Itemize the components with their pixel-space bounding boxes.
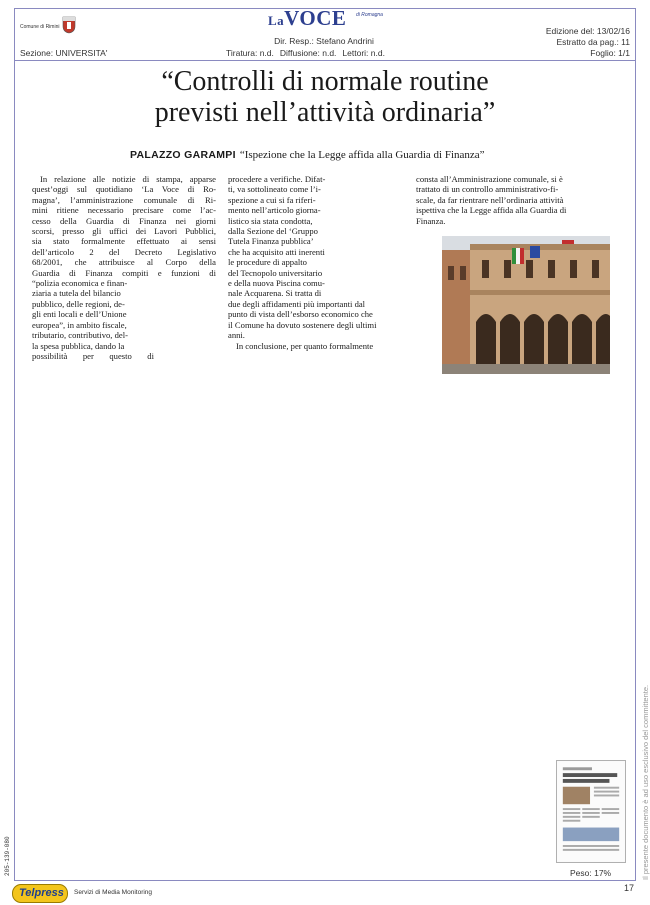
- article-headline: “Controlli di normale routine previsti nell’attività ordinaria”: [154, 66, 496, 128]
- header-divider: [14, 60, 636, 61]
- page-thumbnail: [556, 760, 626, 863]
- tiratura: Tiratura: n.d.: [226, 48, 274, 58]
- masthead-sub: di Romagna: [356, 12, 383, 18]
- usage-notice: Il presente documento è ad uso esclusivo del committente.: [641, 684, 650, 880]
- sezione-label: Sezione: UNIVERSITA': [20, 48, 108, 58]
- weight-label: Peso: 17%: [570, 868, 612, 878]
- diffusione: Diffusione: n.d.: [279, 48, 337, 58]
- page-extract: Estratto da pag.: 11: [556, 37, 630, 47]
- edition-info: [546, 26, 630, 59]
- article-kicker-row: [130, 145, 485, 163]
- page-number: 17: [624, 883, 635, 893]
- circulation-info: [226, 48, 391, 58]
- telpress-logo: Telpress: [12, 884, 68, 903]
- kicker: PALAZZO GARAMPI: [130, 149, 236, 161]
- document-code: 205-139-080: [4, 836, 11, 876]
- comune-label: Comune di Rimini: [20, 24, 60, 30]
- masthead-logo: LaVOCE: [268, 6, 347, 30]
- article-column-1: In relazione alle notizie di stampa, apparse quest’oggi sul quotidiano ‘La Voce di Ro- magna’, l’amministrazione comunale di Ri- mini ritiene necessario precisare come l’ac- cesso della Guardia di Finanza nei giorni scorsi, presso gli uffici dei Lavori Pubblici, sia stato formalmente effettuato ai sensi dell’articolo 2 del Decreto Legislativo 68/2001, che attribuisce al Corpo della Guardia di Finanza compiti e funzioni di “polizia economica e finan- ziaria a tutela del bilancio pubblico, delle regioni, de- gli enti locali e dell’Unione europea”, in ambito fiscale, tributario, contributivo, del- la spesa pubblica, dando la possibilità per questo di: [32, 174, 216, 361]
- article-column-2: procedere a verifiche. Difat- ti, va sottolineato come l’i- spezione a cui si fa riferi- mento nell’articolo giorna- listico sia stata condotta, dalla Sezione del ‘Gruppo Tutela Finanza pubblica’ che ha acquisito atti inerenti le procedure di appalto del Tecnopolo universitario e della nuova Piscina comu- nale Acquarena. Si tratta di due degli affidamenti più importanti dal punto di vista dell’esborso economico che il Comune ha dovuto sostenere degli ultimi anni. In conclusione, per quanto formalmente: [228, 174, 377, 351]
- director-label: Dir. Resp.: Stefano Andrini: [274, 36, 374, 46]
- subhead: “Ispezione che la Legge affida alla Guardia di Finanza”: [239, 149, 485, 161]
- sheet-count: Foglio: 1/1: [590, 48, 630, 58]
- article-column-3: consta all’Amministrazione comunale, si è trattato di un controllo amministrativo-fi- scale, da far rientrare nell’ordinaria attività ispettiva che la Legge affida alla Guardia di Finanza.: [416, 174, 567, 226]
- lettori: Lettori: n.d.: [342, 48, 385, 58]
- crest-icon: [62, 16, 76, 34]
- palazzo-photo: [442, 236, 610, 374]
- service-label: Servizi di Media Monitoring: [74, 889, 153, 896]
- page-frame: [14, 8, 636, 881]
- edition-date: Edizione del: 13/02/16: [545, 26, 630, 36]
